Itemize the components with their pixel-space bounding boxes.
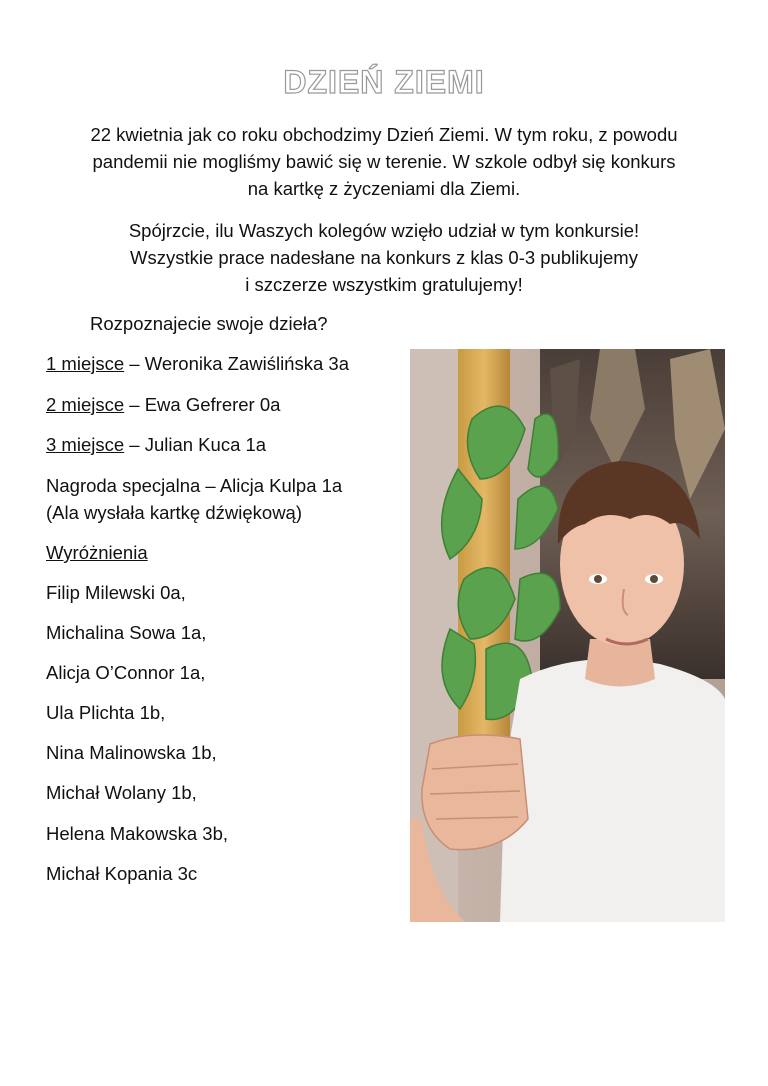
place-label: 3 miejsce — [46, 434, 125, 455]
place-winner: – Weronika Zawiślińska 3a — [124, 353, 349, 374]
intro-line: na kartkę z życzeniami dla Ziemi. — [247, 178, 521, 199]
special-award: Nagroda specjalna – Alicja Kulpa 1a — [46, 475, 343, 496]
special-award-note: (Ala wysłała kartkę dźwiękową) — [46, 502, 303, 523]
invite-paragraph — [30, 217, 738, 298]
place-second — [46, 392, 280, 418]
intro-line: 22 kwietnia jak co roku obchodzimy Dzień Ziemi. W tym roku, z powodu — [90, 124, 678, 145]
place-winner: – Ewa Gefrerer 0a — [124, 394, 281, 415]
invite-line: i szczerze wszystkim gratulujemy! — [245, 274, 523, 295]
honor-item: Filip Milewski 0a, — [46, 582, 186, 603]
honor-item: Nina Malinowska 1b, — [46, 742, 217, 763]
invite-line: Spójrzcie, ilu Waszych kolegów wzięło udział w tym konkursie! — [128, 220, 640, 241]
place-label: 2 miejsce — [46, 394, 125, 415]
place-winner: – Julian Kuca 1a — [124, 434, 267, 455]
honor-item: Michał Wolany 1b, — [46, 782, 197, 803]
honor-item: Michał Kopania 3c — [46, 863, 198, 884]
honor-item: Ula Plichta 1b, — [46, 702, 166, 723]
honor-item: Michalina Sowa 1a, — [46, 622, 207, 643]
intro-line: pandemii nie mogliśmy bawić się w terenie. W szkole odbył się konkurs — [92, 151, 676, 172]
honors-heading: Wyróżnienia — [46, 542, 148, 563]
page-title: DZIEŃ ZIEMI — [283, 64, 485, 100]
question-text: Rozpoznajecie swoje dzieła? — [90, 313, 328, 334]
intro-paragraph — [30, 121, 738, 202]
invite-line: Wszystkie prace nadesłane na konkurs z klas 0-3 publikujemy — [130, 247, 638, 268]
honor-item: Alicja O’Connor 1a, — [46, 662, 206, 683]
honor-item: Helena Makowska 3b, — [46, 823, 229, 844]
place-first — [46, 351, 349, 377]
boy-with-leaf-tube-photo — [410, 349, 725, 922]
place-third — [46, 432, 266, 458]
place-label: 1 miejsce — [46, 353, 125, 374]
